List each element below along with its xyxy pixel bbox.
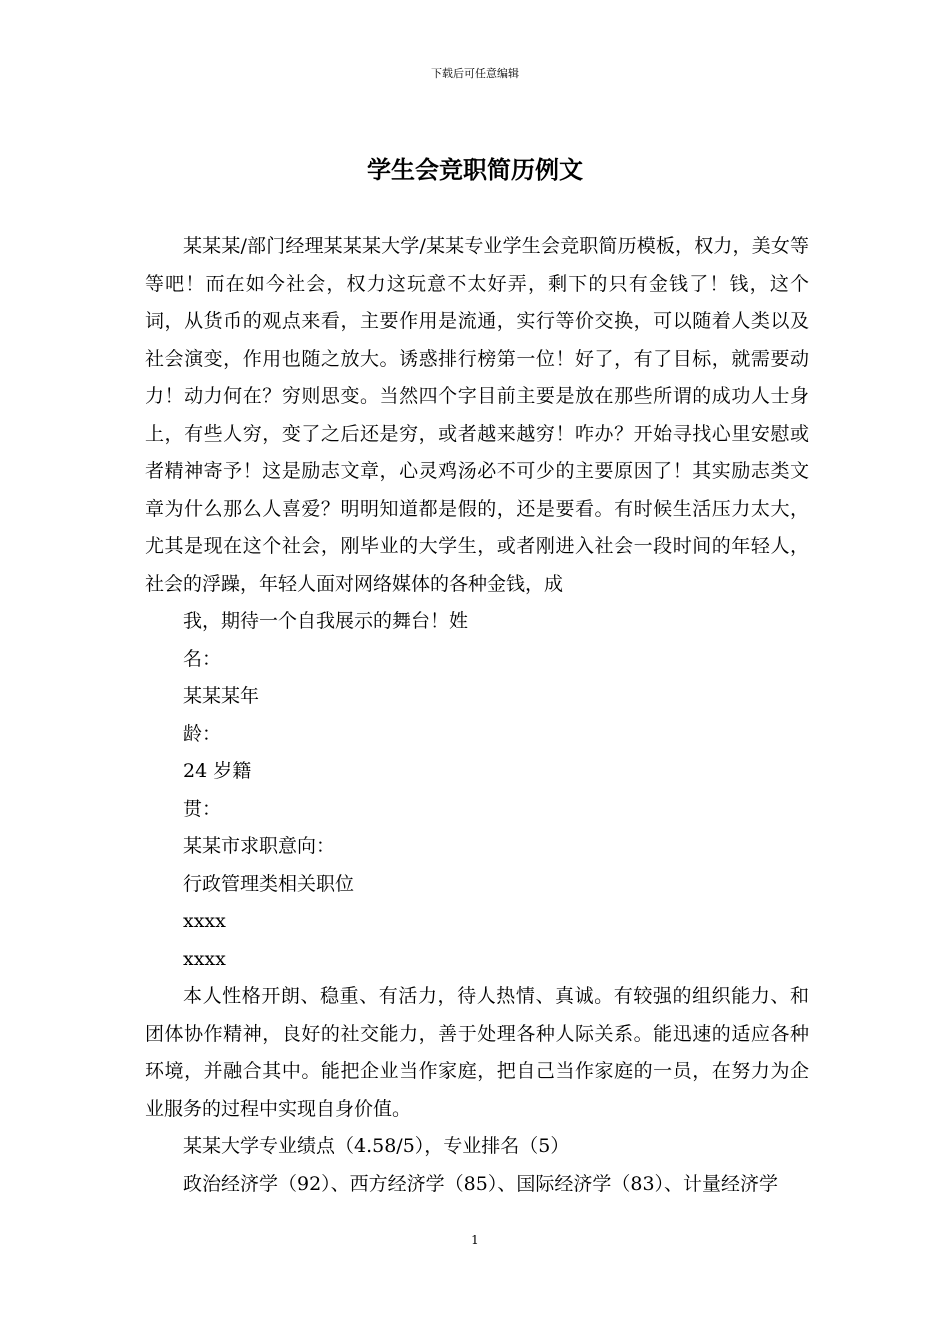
text-line: 行政管理类相关职位 bbox=[183, 872, 355, 895]
self-assessment-paragraph: 本人性格开朗、稳重、有活力，待人热情、真诚。有较强的组织能力、和团体协作精神，良好的社交能力，善于处理各种人际关系。能迅速的适应各种环境，并融合其中。能把企业当作家庭，把自己当作家庭的一员，在努力为企业服务的过程中实现自身价值。 bbox=[145, 985, 809, 1120]
text-line: 24 岁籍 bbox=[183, 760, 252, 782]
text-line: 我，期待一个自我展示的舞台！姓 bbox=[183, 610, 469, 632]
text-line: 某某市求职意向： bbox=[183, 835, 336, 857]
text-line: 某某某年 bbox=[183, 685, 260, 707]
document-body bbox=[145, 228, 809, 1203]
text-line: xxxx bbox=[183, 947, 226, 970]
text-line: xxxx bbox=[183, 910, 226, 932]
header-note: 下载后可任意编辑 bbox=[431, 67, 519, 80]
text-line: 贯： bbox=[183, 797, 222, 820]
page-number: 1 bbox=[471, 1233, 479, 1247]
intro-paragraph: 某某某/部门经理某某某大学/某某专业学生会竞职简历模板，权力，美女等等吧！而在如今社会，权力这玩意不太好弄，剩下的只有金钱了！钱，这个词，从货币的观点来看，主要作用是流通，实行等价交换，可以随着人类以及社会演变，作用也随之放大。诱惑排行榜第一位！好了，有了目标，就需要动力！动力何在？穷则思变。当然四个字目前主要是放在那些所谓的成功人士身上，有些人穷，变了之后还是穷，或者越来越穷！咋办？开始寻找心里安慰或者精神寄予！这是励志文章，心灵鸡汤必不可少的主要原因了！其实励志类文章为什么那么人喜爱？明明知道都是假的，还是要看。有时候生活压力太大，尤其是现在这个社会，刚毕业的大学生，或者刚进入社会一段时间的年轻人，社会的浮躁，年轻人面对网络媒体的各种金钱，成 bbox=[145, 235, 809, 595]
text-line: 龄： bbox=[183, 722, 222, 745]
document-title: 学生会竞职简历例文 bbox=[367, 155, 583, 184]
gpa-line: 某某大学专业绩点（4.58/5），专业排名（5） bbox=[183, 1135, 570, 1157]
text-line: 名： bbox=[183, 647, 222, 670]
courses-line: 政治经济学（92）、西方经济学（85）、国际经济学（83）、计量经济学 bbox=[183, 1172, 779, 1195]
